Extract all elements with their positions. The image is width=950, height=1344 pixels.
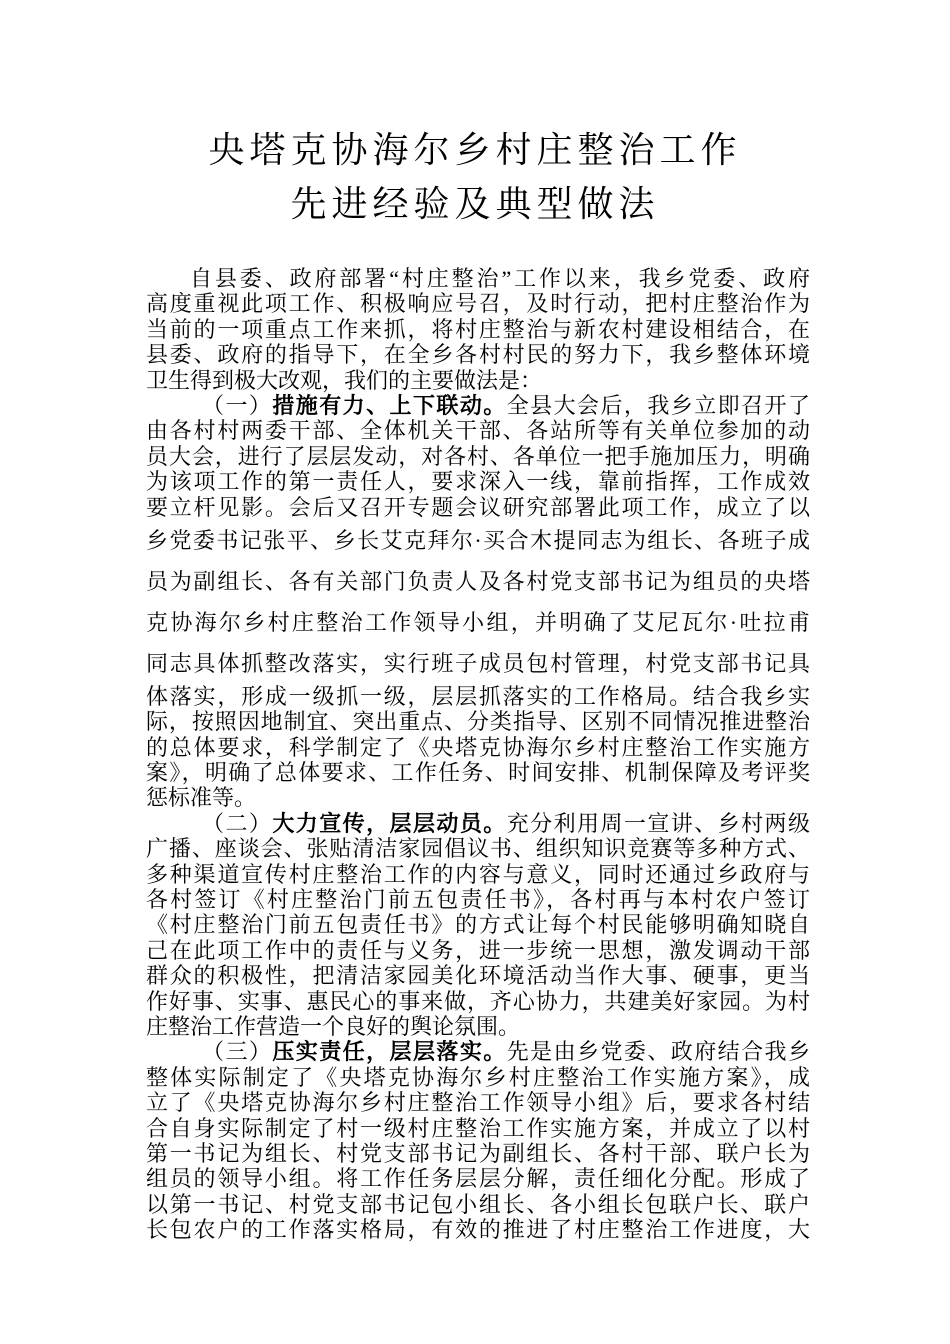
intro-line: 县委、政府的指导下，在全乡各村村民的努力下，我乡整体环境 <box>146 342 810 368</box>
section-1-line: 要立杆见影。会后又召开专题会议研究部署此项工作，成立了以 <box>146 494 810 520</box>
section-1-line: 克协海尔乡村庄整治工作领导小组，并明确了艾尼瓦尔·吐拉甫 <box>146 609 810 635</box>
section-2-line: 《村庄整治门前五包责任书》的方式让每个村民能够明确知晓自 <box>146 912 810 938</box>
section-2-first-line <box>146 811 810 836</box>
intro-line: 卫生得到极大改观，我们的主要做法是： <box>146 367 543 393</box>
intro-line: 自县委、政府部署“村庄整治”工作以来，我乡党委、政府 <box>190 266 810 291</box>
section-2-number: （二） <box>202 810 273 836</box>
section-1-line: 员为副组长、各有关部门负责人及各村党支部书记为组员的央塔 <box>146 568 810 594</box>
section-1-line: 惩标准等。 <box>146 785 257 811</box>
document-title-line-1: 央塔克协海尔乡村庄整治工作 <box>208 130 742 171</box>
section-2-line: 作好事、实事、惠民心的事来做，齐心协力，共建美好家园。为村 <box>146 988 810 1014</box>
section-1-line: 乡党委书记张平、乡长艾克拜尔·买合木提同志为组长、各班子成 <box>146 527 810 553</box>
section-1-line: 同志具体抓整改落实，实行班子成员包村管理，村党支部书记具 <box>146 650 810 676</box>
section-3-line: 整体实际制定了《央塔克协海尔乡村庄整治工作实施方案》，成 <box>146 1064 810 1090</box>
section-3-line: 组员的领导小组。将工作任务层层分解，责任细化分配。形成了 <box>146 1166 810 1192</box>
section-3-line: 立了《央塔克协海尔乡村庄整治工作领导小组》后，要求各村结 <box>146 1090 810 1116</box>
section-2-line: 庄整治工作营造一个良好的舆论氛围。 <box>146 1013 521 1039</box>
section-1-line: 案》，明确了总体要求、工作任务、时间安排、机制保障及考评奖 <box>146 760 810 786</box>
section-1-line: 员大会，进行了层层发动，对各村、各单位一把手施加压力，明确 <box>146 443 810 469</box>
section-1-number: （一） <box>202 392 273 418</box>
intro-line: 当前的一项重点工作来抓，将村庄整治与新农村建设相结合，在 <box>146 316 810 342</box>
section-1-text: 全县大会后，我乡立即召开了 <box>506 392 810 418</box>
section-2-heading: 大力宣传，层层动员。 <box>272 810 507 836</box>
section-2-text: 充分利用周一宣讲、乡村两级 <box>506 810 810 836</box>
section-2-line: 多种渠道宣传村庄整治工作的内容与意义，同时还通过乡政府与 <box>146 861 810 887</box>
section-3-line: 长包农户的工作落实格局，有效的推进了村庄整治工作进度，大 <box>146 1217 810 1243</box>
section-3-text: 先是由乡党委、政府结合我乡 <box>506 1039 810 1065</box>
section-2-line: 广播、座谈会、张贴清洁家园倡议书、组织知识竞赛等多种方式、 <box>146 836 810 862</box>
section-2-line: 群众的积极性，把清洁家园美化环境活动当作大事、硬事，更当 <box>146 963 810 989</box>
section-3-heading: 压实责任，层层落实。 <box>272 1039 507 1065</box>
document-body <box>146 266 810 1243</box>
section-2-line: 己在此项工作中的责任与义务，进一步统一思想，激发调动干部 <box>146 937 810 963</box>
section-3-line: 合自身实际制定了村一级村庄整治工作实施方案，并成立了以村 <box>146 1115 810 1141</box>
section-3-first-line <box>146 1039 810 1064</box>
intro-line: 高度重视此项工作、积极响应号召，及时行动，把村庄整治作为 <box>146 291 810 317</box>
document-title-line-2: 先进经验及典型做法 <box>290 184 660 225</box>
section-1-first-line <box>146 393 810 418</box>
section-1-line: 为该项工作的第一责任人，要求深入一线，靠前指挥，工作成效 <box>146 469 810 495</box>
section-1-line: 体落实，形成一级抓一级，层层抓落实的工作格局。结合我乡实 <box>146 683 810 709</box>
section-3-line: 以第一书记、村党支部书记包小组长、各小组长包联户长、联户 <box>146 1191 810 1217</box>
section-1-line: 际，按照因地制宜、突出重点、分类指导、区别不同情况推进整治 <box>146 709 810 735</box>
section-1-line: 由各村村两委干部、全体机关干部、各站所等有关单位参加的动 <box>146 418 810 444</box>
section-1-heading: 措施有力、上下联动。 <box>272 392 507 418</box>
section-3-number: （三） <box>202 1039 273 1065</box>
section-3-line: 第一书记为组长、村党支部书记为副组长、各村干部、联户长为 <box>146 1140 810 1166</box>
section-1-line: 的总体要求，科学制定了《央塔克协海尔乡村庄整治工作实施方 <box>146 734 810 760</box>
section-2-line: 各村签订《村庄整治门前五包责任书》，各村再与本村农户签订 <box>146 887 810 913</box>
